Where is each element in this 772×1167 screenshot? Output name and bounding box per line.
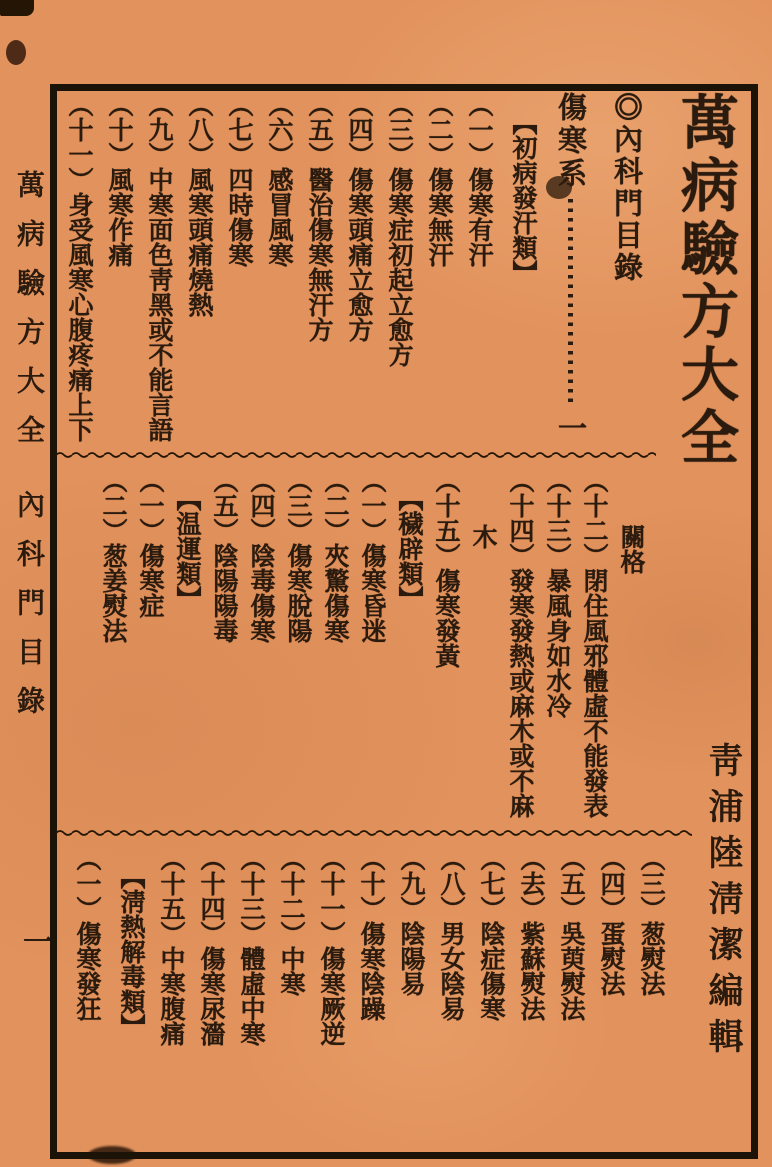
toc-category: 【初病發汗類】 bbox=[509, 110, 536, 285]
toc-item: （八）男女陰易 bbox=[437, 846, 464, 1021]
toc-item: （十五）中寒腹痛 bbox=[157, 846, 184, 1046]
margin-running-title bbox=[8, 170, 48, 830]
toc-item: （一）傷寒症 bbox=[136, 468, 163, 618]
toc-item: （五）吳萸熨法 bbox=[557, 846, 584, 1021]
toc-item: （十三）暴風身如水冷 bbox=[543, 468, 570, 718]
toc-item: （四）陰毒傷寒 bbox=[247, 468, 274, 643]
toc-item: （九）陰陽易 bbox=[397, 846, 424, 996]
wavy-divider-top bbox=[56, 450, 656, 460]
series-entry bbox=[550, 92, 590, 454]
toc-item: （十四）傷寒尿濇 bbox=[197, 846, 224, 1046]
toc-item: （十一）傷寒厥逆 bbox=[317, 846, 344, 1046]
toc-item: （二）夾驚傷寒 bbox=[321, 468, 348, 643]
toc-item: （十三）體虛中寒 bbox=[237, 846, 264, 1046]
series-page-number: 一 bbox=[554, 413, 586, 446]
section-heading: ◎內科門目錄 bbox=[610, 92, 642, 284]
toc-item: （去）紫蘇熨法 bbox=[517, 846, 544, 1021]
toc-section-middle bbox=[93, 468, 648, 830]
toc-category: 【淸熱解毒類】 bbox=[117, 864, 144, 1039]
scan-stamp-mark bbox=[6, 40, 26, 65]
toc-item: （五）陰陽陽毒 bbox=[210, 468, 237, 643]
toc-section-bottom bbox=[64, 846, 668, 1161]
toc-category: 【温運類】 bbox=[173, 486, 200, 611]
toc-item: （八）風寒頭痛燒熱 bbox=[185, 92, 212, 317]
book-title: 萬病驗方大全 bbox=[672, 92, 737, 470]
toc-item-continuation: 木 bbox=[469, 524, 496, 549]
page-number: 一 bbox=[18, 926, 51, 956]
toc-item: （二）傷寒無汗 bbox=[425, 92, 452, 267]
wavy-divider-bottom bbox=[56, 828, 692, 838]
toc-item: （十）傷寒陰躁 bbox=[357, 846, 384, 1021]
toc-subheading: 關格 bbox=[617, 524, 644, 574]
toc-item: （五）醫治傷寒無汗方 bbox=[305, 92, 332, 342]
toc-item: （三）傷寒症初起立愈方 bbox=[385, 92, 412, 367]
toc-item: （一）傷寒發狂 bbox=[73, 846, 100, 1021]
toc-item: （十五）傷寒發黃 bbox=[432, 468, 459, 668]
toc-item: （十一）身受風寒心腹疼痛上下 bbox=[65, 92, 92, 442]
editor-credit: 靑浦陸淸潔編輯 bbox=[704, 742, 743, 1064]
toc-item: （一）傷寒有汗 bbox=[465, 92, 492, 267]
toc-item: （三）葱熨法 bbox=[637, 846, 664, 996]
dotted-leader bbox=[568, 199, 573, 407]
toc-item: （九）中寒面色靑黑或不能言語 bbox=[145, 92, 172, 442]
margin-book-title: 萬病驗方大全 bbox=[13, 170, 44, 464]
toc-item: （三）傷寒脫陽 bbox=[284, 468, 311, 643]
toc-item: （四）傷寒頭痛立愈方 bbox=[345, 92, 372, 342]
toc-section-top bbox=[56, 92, 648, 454]
toc-item: （十二）閉住風邪體虛不能發表 bbox=[580, 468, 607, 818]
series-label: 傷寒系 bbox=[554, 92, 586, 191]
toc-item: （七）陰症傷寒 bbox=[477, 846, 504, 1021]
toc-item: （四）蛋熨法 bbox=[597, 846, 624, 996]
toc-item: （一）傷寒昏迷 bbox=[358, 468, 385, 643]
margin-spacer bbox=[28, 464, 29, 490]
margin-section-title: 內科門目錄 bbox=[13, 490, 44, 735]
toc-item: （二）葱姜熨法 bbox=[99, 468, 126, 643]
toc-item: （七）四時傷寒 bbox=[225, 92, 252, 267]
toc-item: （十二）中寒 bbox=[277, 846, 304, 996]
scan-corner-blot bbox=[0, 0, 34, 16]
toc-category: 【穢辟類】 bbox=[395, 486, 422, 611]
toc-item: （六）感冒風寒 bbox=[265, 92, 292, 267]
toc-item: （十）風寒作痛 bbox=[105, 92, 132, 267]
toc-item: （十四）發寒發熱或麻木或不麻 bbox=[506, 468, 533, 818]
